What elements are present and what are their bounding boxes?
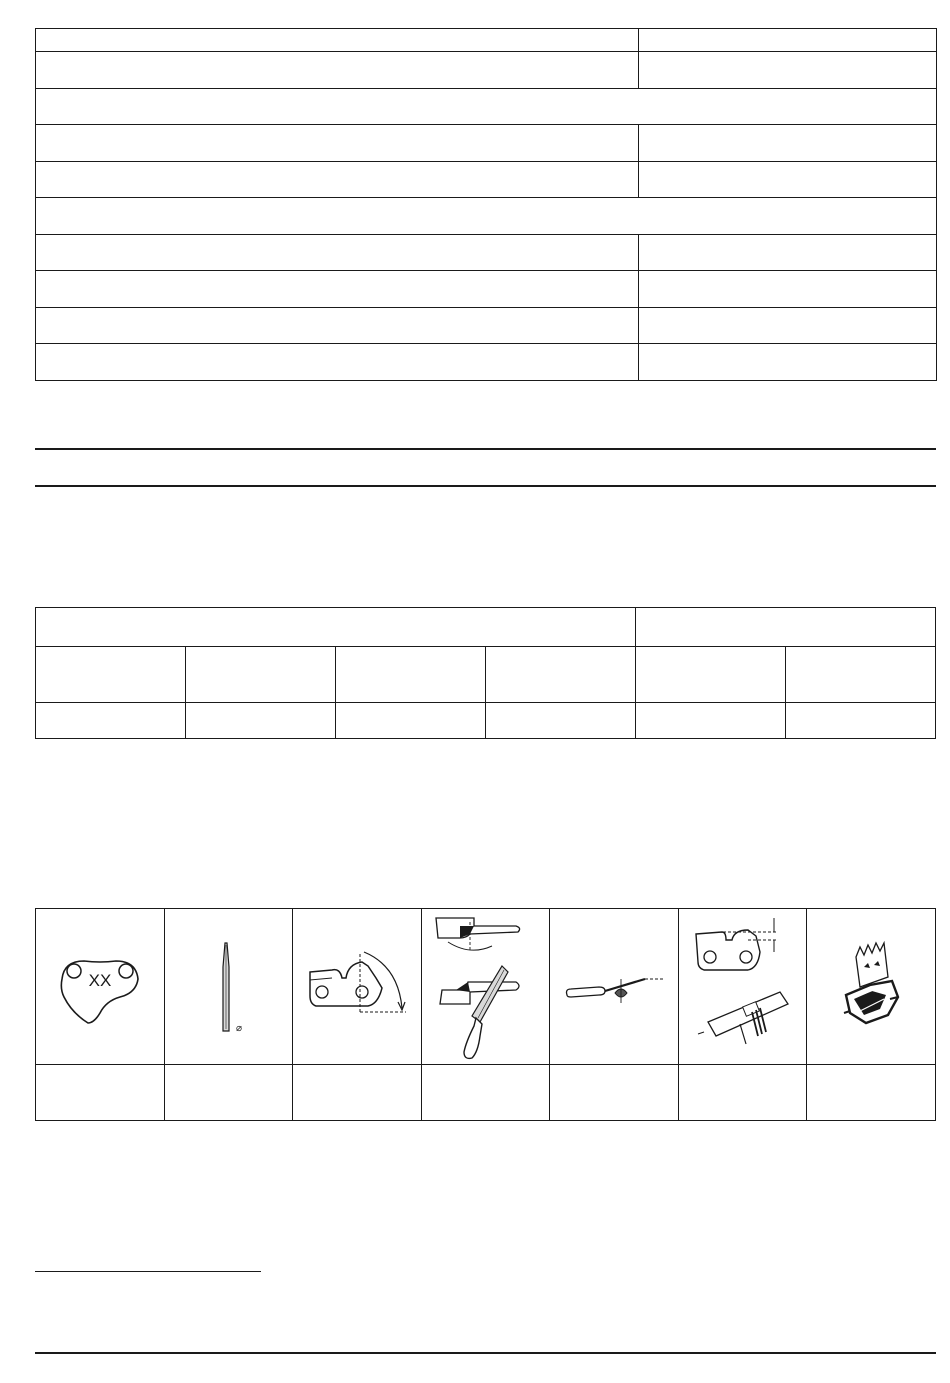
table-cell (636, 703, 786, 739)
icon-cell (164, 909, 293, 1065)
equipment-label (164, 1065, 293, 1121)
section-top-rule (35, 448, 936, 450)
spec-section-row (36, 198, 937, 235)
group-header-row (36, 608, 936, 647)
table-cell (186, 703, 336, 739)
file-holder-icon (559, 957, 669, 1017)
icon-cell (421, 909, 550, 1065)
spec-label (36, 29, 639, 52)
spec-label (36, 162, 639, 198)
spec-row (36, 29, 937, 52)
icon-cell (36, 909, 165, 1065)
specification-table (35, 28, 937, 381)
column-header (486, 647, 636, 703)
equipment-label (678, 1065, 807, 1121)
spec-value (639, 235, 937, 271)
equipment-label (293, 1065, 422, 1121)
table-cell (336, 703, 486, 739)
spec-value (639, 125, 937, 162)
footnote-separator (35, 1271, 261, 1272)
spec-row (36, 52, 937, 89)
column-header (36, 647, 186, 703)
spec-section-heading (36, 198, 937, 235)
diameter-symbol: ⌀ (236, 1022, 243, 1034)
spec-section-row (36, 89, 937, 125)
bar-chain-combination-table (35, 607, 936, 739)
icon-cell (807, 909, 936, 1065)
spec-value (639, 271, 937, 308)
depth-gauge-tool-icon (688, 912, 798, 1062)
table-cell (486, 703, 636, 739)
column-header (786, 647, 936, 703)
table-cell (36, 703, 186, 739)
file-and-cutter-angle-icon (430, 912, 540, 1062)
equipment-label (421, 1065, 550, 1121)
spec-label (36, 344, 639, 381)
spec-row (36, 162, 937, 198)
column-header (186, 647, 336, 703)
spec-section-heading (36, 89, 937, 125)
section-bottom-rule (35, 485, 936, 487)
spec-value (639, 52, 937, 89)
spec-value (639, 344, 937, 381)
table-cell (786, 703, 936, 739)
icon-cell (678, 909, 807, 1065)
value-row (36, 703, 936, 739)
column-header (636, 647, 786, 703)
group-header (636, 608, 936, 647)
filing-gauge-icon (826, 937, 916, 1037)
spec-value (639, 162, 937, 198)
sharpening-equipment-table (35, 908, 936, 1121)
group-header (36, 608, 636, 647)
column-header (336, 647, 486, 703)
label-row (36, 1065, 936, 1121)
equipment-label (807, 1065, 936, 1121)
spec-label (36, 308, 639, 344)
spec-label (36, 235, 639, 271)
spec-row (36, 271, 937, 308)
page-bottom-rule (35, 1352, 936, 1354)
icon-cell (550, 909, 679, 1065)
spec-label (36, 52, 639, 89)
icon-cell (293, 909, 422, 1065)
spec-value (639, 29, 937, 52)
column-header-row (36, 647, 936, 703)
marking-text: XX (88, 970, 112, 990)
spec-label (36, 125, 639, 162)
spec-row (36, 235, 937, 271)
icon-row (36, 909, 936, 1065)
spec-row (36, 308, 937, 344)
equipment-label (36, 1065, 165, 1121)
spec-row (36, 344, 937, 381)
spec-row (36, 125, 937, 162)
round-file-icon (198, 937, 258, 1037)
cutter-top-plate-angle-icon (302, 942, 412, 1032)
equipment-label (550, 1065, 679, 1121)
drive-link-marking-icon (50, 947, 150, 1027)
spec-value (639, 308, 937, 344)
spec-label (36, 271, 639, 308)
